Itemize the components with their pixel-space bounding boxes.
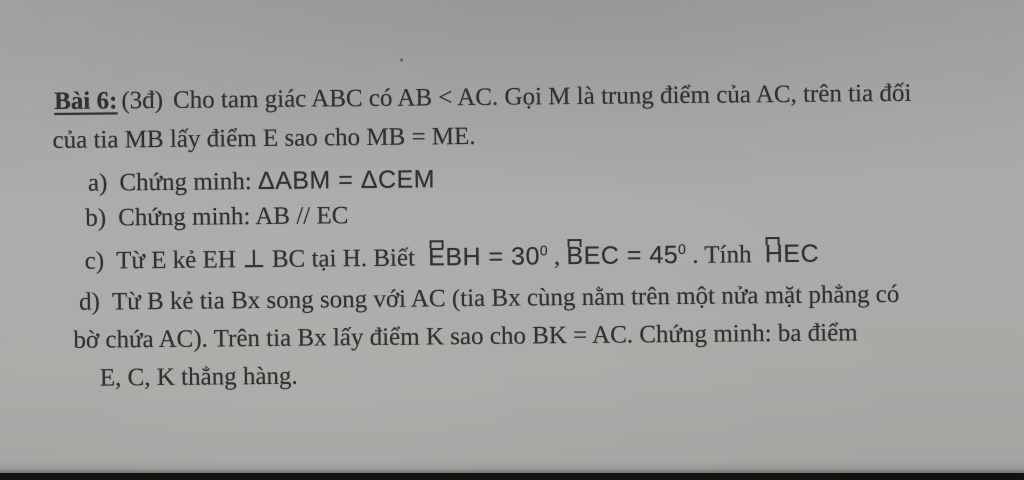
problem-item-d-line3 xyxy=(100,351,997,398)
angle-bec-formula xyxy=(566,241,686,270)
problem-intro-text2: của tia MB lấy điểm E sao cho MB = ME. xyxy=(52,122,476,155)
photo-bottom-edge xyxy=(0,473,1024,480)
problem-intro-line2 xyxy=(52,113,994,160)
problem-points: (3đ) xyxy=(121,86,164,115)
item-b-text: Chứng minh: xyxy=(117,203,251,232)
item-c-text-before: Từ E kẻ EH ⊥ BC tại H. Biết xyxy=(116,244,416,275)
item-d-text3: E, C, K thẳng hàng. xyxy=(99,362,298,392)
angle-ebh-eq: = 30 xyxy=(480,242,541,271)
degree-sign: 0 xyxy=(678,240,687,258)
problem-intro-text1: Cho tam giác ABC có AB < AC. Gọi M là trung điểm của AC, trên tia đối xyxy=(172,79,912,114)
item-a-text: Chứng minh: xyxy=(119,168,252,197)
angle-ebh-rest: BH xyxy=(445,242,482,272)
angle-bec-rest: EC xyxy=(583,241,620,270)
item-b-formula: AB // EC xyxy=(255,202,349,231)
angle-bec-eq: = 45 xyxy=(619,241,679,270)
angle-hec-rest: EC xyxy=(783,239,820,269)
degree-sign: 0 xyxy=(539,242,548,259)
item-c-marker: c) xyxy=(84,247,105,275)
item-d-text1: Từ B kẻ tia Bx song song với AC (tia Bx cùng nằm trên một nửa mặt phẳng có xyxy=(111,280,900,316)
item-c-separator: , xyxy=(553,243,561,271)
angle-hat-symbol: E xyxy=(428,243,446,272)
item-b-marker: b) xyxy=(85,204,107,232)
angle-hat-symbol: H xyxy=(764,240,784,269)
item-a-marker: a) xyxy=(87,169,108,197)
angle-hec-formula xyxy=(765,240,820,269)
angle-hat-symbol: B xyxy=(566,241,584,271)
item-d-text2: bờ chứa AC). Trên tia Bx lấy điểm K sao cho BK = AC. Chứng minh: ba điểm xyxy=(73,319,858,354)
item-c-text-mid: . Tính xyxy=(692,241,752,269)
item-d-marker: d) xyxy=(78,288,101,316)
paper-speck xyxy=(400,58,403,62)
problem-item-c xyxy=(84,227,995,281)
angle-ebh-formula xyxy=(428,242,548,271)
problem-label: Bài 6: xyxy=(54,87,118,115)
item-a-formula: ΔABM = ΔCEM xyxy=(257,165,436,196)
problem-text-block xyxy=(54,74,997,398)
